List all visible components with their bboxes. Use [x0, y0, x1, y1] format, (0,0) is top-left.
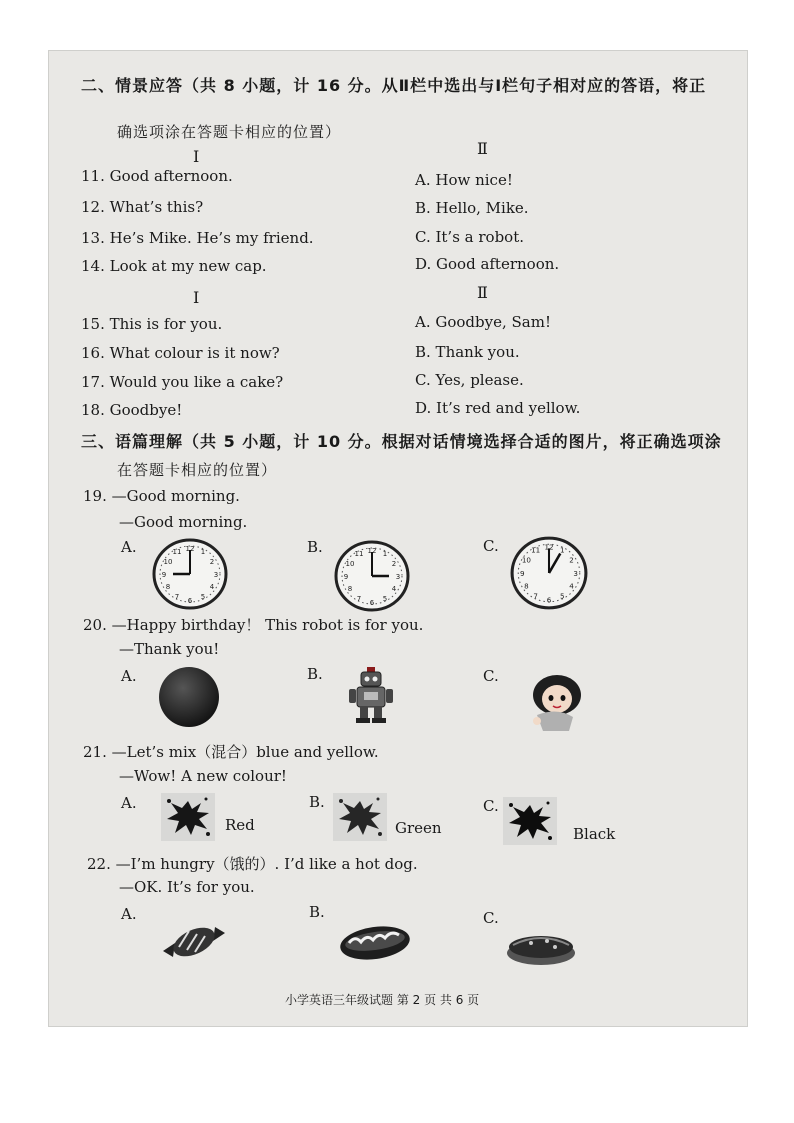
q21-option-c-label: C.	[483, 797, 499, 815]
q19-option-a-label: A.	[121, 538, 137, 556]
svg-text:6: 6	[546, 595, 552, 605]
candy-image	[159, 917, 229, 967]
group1-col1-header: Ⅰ	[193, 147, 200, 166]
q20-option-a-label: A.	[121, 667, 137, 685]
q22-option-b-label: B.	[309, 903, 325, 921]
section3-heading: 三、语篇理解（共 5 小题，计 10 分。根据对话情境选择合适的图片，将正确选项涂	[81, 432, 722, 451]
svg-text:9: 9	[161, 571, 167, 579]
q22-line2: —OK. It’s for you.	[119, 878, 255, 896]
svg-text:12: 12	[367, 547, 377, 555]
svg-text:12: 12	[185, 545, 195, 553]
svg-text:8: 8	[524, 581, 529, 591]
svg-text:3: 3	[573, 569, 578, 579]
q22-option-c-label: C.	[483, 909, 499, 927]
svg-text:1: 1	[560, 545, 565, 555]
doll-image	[523, 671, 587, 735]
q21-line1: 21. —Let’s mix（混合）blue and yellow.	[83, 743, 379, 761]
hot-dog-image	[337, 919, 413, 963]
svg-text:6: 6	[187, 597, 193, 605]
green-paint-splat-image	[333, 793, 387, 841]
answer-15-A: A. Goodbye, Sam!	[415, 313, 551, 331]
robot-image	[347, 665, 395, 725]
q19-option-b-label: B.	[307, 538, 323, 556]
q21-option-a-label: A.	[121, 794, 137, 812]
section2-heading-cont: 确选项涂在答题卡相应的位置）	[117, 123, 342, 141]
section3-heading-cont: 在答题卡相应的位置）	[117, 461, 278, 479]
svg-text:3: 3	[213, 571, 219, 579]
clock-1-oclock-image	[509, 535, 589, 611]
q19-line1: 19. —Good morning.	[83, 487, 240, 505]
q20-line2: —Thank you!	[119, 640, 220, 658]
question-14: 14. Look at my new cap.	[81, 257, 267, 275]
question-11: 11. Good afternoon.	[81, 167, 233, 185]
svg-text:10: 10	[163, 558, 173, 566]
q20-option-b-label: B.	[307, 665, 323, 683]
page-footer: 小学英语三年级试题 第 2 页 共 6 页	[285, 993, 480, 1007]
svg-text:4: 4	[569, 581, 574, 591]
group1-col2-header: Ⅱ	[477, 139, 488, 158]
q19-line2: —Good morning.	[119, 513, 248, 531]
svg-text:8: 8	[347, 585, 353, 593]
answer-14-D: D. Good afternoon.	[415, 255, 560, 273]
svg-text:2: 2	[569, 555, 574, 565]
svg-text:2: 2	[391, 560, 397, 568]
clock-9-oclock-image	[151, 537, 229, 611]
svg-text:5: 5	[382, 595, 388, 603]
svg-text:11: 11	[531, 545, 541, 555]
svg-text:6: 6	[369, 599, 375, 607]
answer-12-B: B. Hello, Mike.	[415, 199, 529, 217]
q20-line1: 20. —Happy birthday！ This robot is for you.	[83, 616, 424, 634]
svg-text:11: 11	[172, 548, 182, 556]
question-12: 12. What’s this?	[81, 198, 204, 216]
svg-text:10: 10	[345, 560, 355, 568]
ball-image	[157, 665, 221, 729]
svg-text:4: 4	[209, 583, 215, 591]
svg-text:5: 5	[200, 593, 206, 601]
pie-image	[503, 925, 579, 969]
answer-11-A: A. How nice!	[415, 171, 513, 189]
svg-text:12: 12	[544, 542, 554, 552]
answer-13-C: C. It’s a robot.	[415, 228, 525, 246]
q21-option-b-label: B.	[309, 793, 325, 811]
question-16: 16. What colour is it now?	[81, 344, 280, 362]
svg-text:10: 10	[521, 555, 531, 565]
answer-16-B: B. Thank you.	[415, 343, 520, 361]
svg-text:1: 1	[382, 550, 388, 558]
svg-text:8: 8	[165, 583, 171, 591]
question-13: 13. He’s Mike. He’s my friend.	[81, 229, 314, 247]
q22-line1: 22. —I’m hungry（饿的）. I’d like a hot dog.	[87, 855, 418, 873]
group2-col1-header: Ⅰ	[193, 288, 200, 307]
svg-text:11: 11	[354, 550, 364, 558]
question-17: 17. Would you like a cake?	[81, 373, 284, 391]
answer-18-D: D. It’s red and yellow.	[415, 399, 581, 417]
question-15: 15. This is for you.	[81, 315, 223, 333]
question-18: 18. Goodbye!	[81, 401, 183, 419]
q19-option-c-label: C.	[483, 537, 499, 555]
svg-text:7: 7	[533, 591, 538, 601]
q21-line2: —Wow! A new colour!	[119, 767, 287, 785]
svg-text:5: 5	[560, 591, 565, 601]
svg-text:4: 4	[391, 585, 397, 593]
answer-17-C: C. Yes, please.	[415, 371, 524, 389]
q22-option-a-label: A.	[121, 905, 137, 923]
svg-text:1: 1	[200, 548, 206, 556]
svg-text:3: 3	[395, 573, 401, 581]
section2-heading: 二、情景应答（共 8 小题，计 16 分。从Ⅱ栏中选出与Ⅰ栏句子相对应的答语，将正	[81, 76, 707, 95]
q20-option-c-label: C.	[483, 667, 499, 685]
red-paint-splat-image	[161, 793, 215, 841]
q21-option-b-colour: Green	[395, 819, 442, 837]
svg-text:9: 9	[343, 573, 349, 581]
svg-text:7: 7	[356, 595, 362, 603]
clock-3-oclock-image	[333, 539, 411, 613]
q21-option-a-colour: Red	[225, 816, 255, 834]
exam-page	[48, 50, 748, 1027]
svg-text:9: 9	[520, 569, 525, 579]
group2-col2-header: Ⅱ	[477, 283, 488, 302]
black-paint-splat-image	[503, 797, 557, 845]
svg-text:2: 2	[209, 558, 215, 566]
svg-text:7: 7	[174, 593, 180, 601]
q21-option-c-colour: Black	[573, 825, 616, 843]
